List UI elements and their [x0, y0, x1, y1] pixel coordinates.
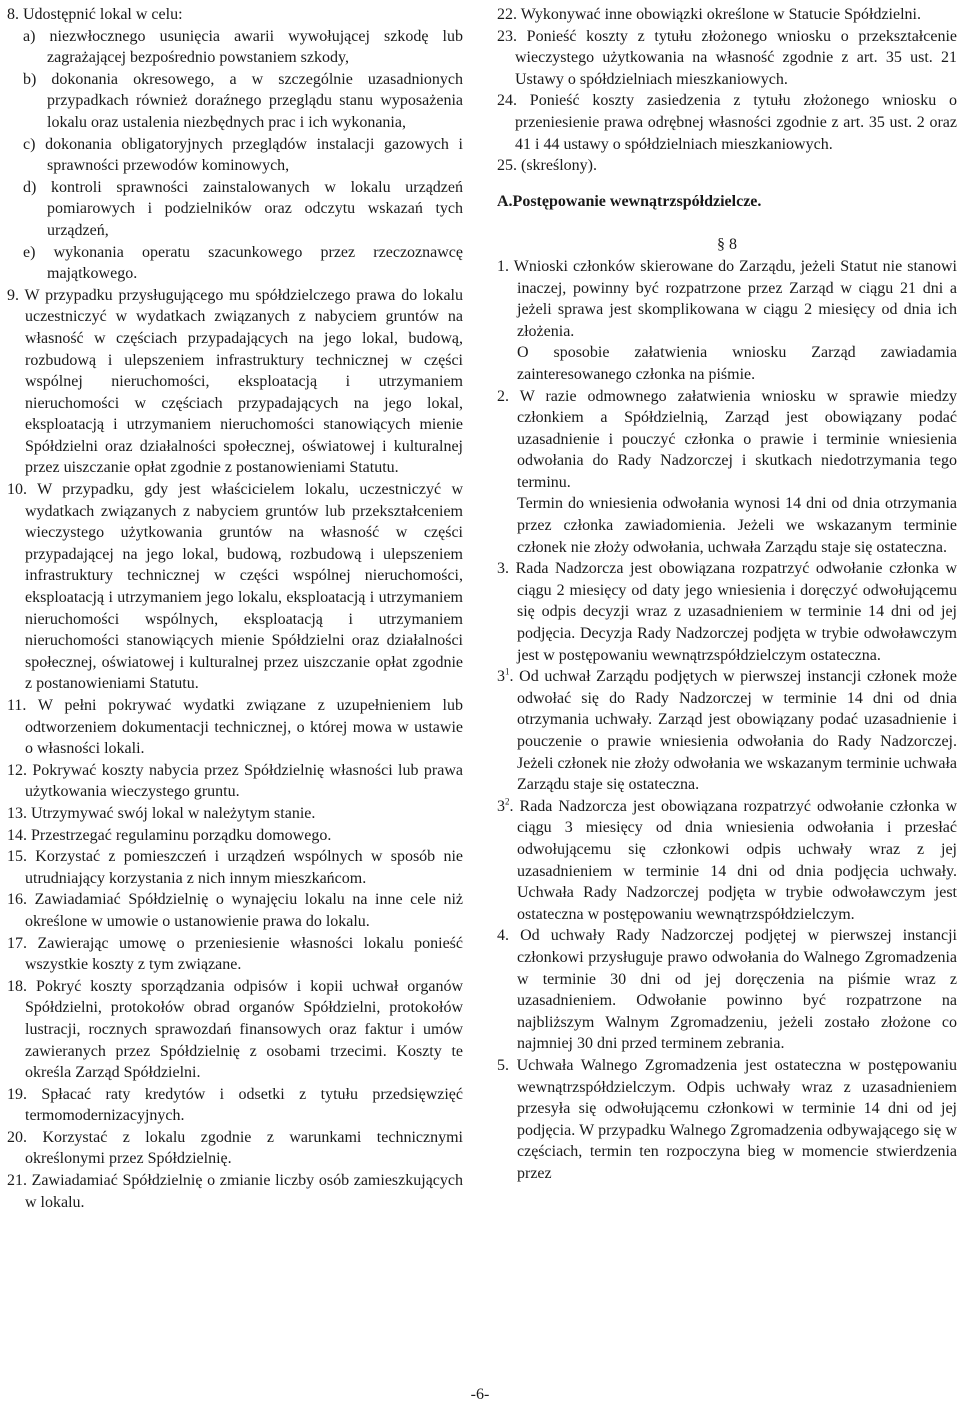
paragraph: a) niezwłocznego usunięcia awarii wywołującej szkodę lub zagrażającej bezpośrednio powstaniem szkody, — [23, 27, 463, 67]
right-column — [497, 4, 957, 1184]
paragraph: 24. Ponieść koszty zasiedzenia z tytułu złożonego wniosku o przeniesienie prawa odrębnej własności zgodnie z art. 35 ust. 2 oraz 41 i 44 ustawy o spółdzielniach mieszkaniowych. — [497, 92, 957, 153]
item-number: 3 — [497, 797, 505, 815]
paragraph: 17. Zawierając umowę o przeniesienie własności lokalu ponieść wszystkie koszty z tym związane. — [7, 934, 463, 974]
paragraph: 1. Wnioski członków skierowane do Zarządu, jeżeli Statut nie stanowi inaczej, powinny być rozpatrzone przez Zarząd w ciągu 21 dni a jeżeli sprawa jest skomplikowana w ciągu 2 miesięcy od dnia ich złożenia. — [497, 257, 957, 340]
paragraph: 15. Korzystać z pomieszczeń i urządzeń wspólnych w sposób nie utrudniający korzystania z nich innym mieszkańcom. — [7, 848, 463, 887]
item-text: . Rada Nadzorcza jest obowiązana rozpatrzyć odwołanie członka w ciągu 3 miesięcy od dnia wniesienia odwołania i przesłać odwołującemu się członkowi odpis uchwały wraz z jej uzasadnieniem w terminie 14 dni od dnia podjęcia uchwały. Uchwała Rady Nadzorczej podjęta w trybie odwoławczym jest ostateczna w postępowaniu wewnątrzspółdzielczym. — [509, 797, 957, 923]
right-column-obligations — [497, 4, 957, 177]
right-column-procedure — [497, 256, 957, 1185]
superscript: 2 — [505, 796, 510, 807]
paragraph: 10. W przypadku, gdy jest właścicielem lokalu, uczestniczyć w wydatkach związanych z nabyciem gruntów lub przekształceniem wieczystego użytkowania gruntów na własność w części przypadającej na jego lokal, budową, rozbudową i ulepszeniem infrastruktury technicznej w części wspólnej nieruchomości, eksploatacją i utrzymaniem jego lokalu, eksploatacją i utrzymaniem nieruchomości wspólnych, eksploatacją i utrzymaniem nieruchomości stanowiących mienie Spółdzielni oraz działalności społecznej, oświatowej i kulturalnej przez uiszczanie opłat zgodnie z postanowieniami Statutu. — [7, 481, 463, 693]
page-number: -6- — [470, 1386, 490, 1403]
paragraph — [497, 796, 957, 926]
paragraph: 20. Korzystać z lokalu zgodnie z warunkami technicznymi określonymi przez Spółdzielnię. — [7, 1128, 463, 1168]
paragraph: c) dokonania obligatoryjnych przeglądów instalacji gazowych i sprawności przewodów kominowych, — [23, 135, 463, 175]
item-text: . Od uchwał Zarządu podjętych w pierwszej instancji członek może odwołać się do Rady Nadzorczej w terminie 14 dni od dnia otrzymania uchwały. Zarząd jest obowiązany podać uzasadnienie i pouczenie o prawie wniesienia odwołania do Rady Nadzorczej. Jeżeli członek nie złoży odwołania we wskazanym terminie uchwała Zarządu staje się ostateczna. — [509, 668, 957, 794]
paragraph: 13. Utrzymywać swój lokal w należytym stanie. — [7, 804, 316, 822]
paragraph — [497, 666, 957, 796]
paragraph: 8. Udostępnić lokal w celu: — [7, 6, 183, 23]
paragraph-number: § 8 — [717, 236, 737, 254]
paragraph: 12. Pokrywać koszty nabycia przez Spółdzielnię własności lub prawa użytkowania wieczystego gruntu. — [7, 761, 463, 801]
paragraph: 14. Przestrzegać regulaminu porządku domowego. — [7, 826, 332, 844]
paragraph: 21. Zawiadamiać Spółdzielnię o zmianie liczby osób zamieszkujących w lokalu. — [7, 1172, 463, 1211]
paragraph: 25. (skreślony). — [497, 157, 597, 175]
paragraph: 18. Pokryć koszty sporządzania odpisów i kopii uchwał organów Spółdzielni, protokołów obrad organów Spółdzielni, protokołów lustracji, rocznych sprawozdań finansowych oraz faktur i umów zawieranych przez Spółdzielnię z osobami trzecimi. Koszty te określa Zarząd Spółdzielni. — [7, 977, 463, 1082]
left-column — [7, 4, 463, 1213]
paragraph: 5. Uchwała Walnego Zgromadzenia jest ostateczna w postępowaniu wewnątrzspółdzielczym. Odpis uchwały wraz z uzasadnieniem przesyła się odwołującemu członkowi w terminie 14 dni od jej podjęcia. W przypadku Walnego Zgromadzenia odbywającego się w częściach, termin ten rozpoczyna bieg w momencie stwierdzenia przez — [497, 1056, 957, 1182]
paragraph: 16. Zawiadamiać Spółdzielnię o wynajęciu lokalu na inne cele niż określone w umowie o ustanowienie prawa do lokalu. — [7, 891, 463, 930]
paragraph: O sposobie załatwienia wniosku Zarząd zawiadamia zainteresowanego członka na piśmie. — [517, 344, 957, 383]
paragraph: 22. Wykonywać inne obowiązki określone w Statucie Spółdzielni. — [497, 6, 921, 23]
paragraph: 19. Spłacać raty kredytów i odsetki z tytułu przedsięwzięć termomodernizacyjnych. — [7, 1085, 463, 1125]
paragraph: 3. Rada Nadzorcza jest obowiązana rozpatrzyć odwołanie członka w ciągu 2 miesięcy od daty jego wniesienia i doręczyć odwołującemu się odpis decyzji wraz z uzasadnieniem w terminie 14 dni od jej podjęcia. Decyzja Rady Nadzorczej podjęta w trybie odwoławczym jest w postępowaniu wewnątrzspółdzielczym ostateczna. — [497, 560, 957, 664]
paragraph: Termin do wniesienia odwołania wynosi 14 dni od dnia otrzymania przez członka zawiadomienia. Jeżeli we wskazanym terminie członek nie złoży odwołania, uchwała Zarządu staje się ostateczna. — [517, 495, 957, 556]
paragraph: 23. Ponieść koszty z tytułu złożonego wniosku o przekształcenie wieczystego użytkowania na własność zgodnie z art. 35 ust. 21 Ustawy o spółdzielniach mieszkaniowych. — [497, 27, 957, 88]
paragraph: 4. Od uchwały Rady Nadzorczej podjętej w pierwszej instancji członkowi przysługuje prawo odwołania do Walnego Zgromadzenia w terminie 30 dni od jej doręczenia na piśmie wraz z uzasadnieniem. Odwołanie powinno być rozpatrzone na najbliższym Walnym Zgromadzeniu, jeżeli zostało złożone co najmniej 30 dni przed terminem zebrania. — [497, 927, 957, 1053]
paragraph: 11. W pełni pokrywać wydatki związane z uzupełnieniem lub odtworzeniem dokumentacji technicznej, o której mowa w ustawie o własności lokali. — [7, 697, 463, 758]
paragraph: 9. W przypadku przysługującego mu spółdzielczego prawa do lokalu uczestniczyć w wydatkach związanych z nabyciem gruntów na własność w częściach przypadających na jego lokal, budową, rozbudową i ulepszeniem infrastruktury technicznej w części wspólnej nieruchomości, eksploatacją i utrzymaniem nieruchomości w częściach przypadających na jego lokal, eksploatacją i utrzymaniem nieruchomości stanowiących mienie Spółdzielni oraz działalności społecznej, oświatowej i kulturalnej przez uiszczanie opłat zgodnie z postanowieniami Statutu. — [7, 286, 463, 477]
section-heading: A.Postępowanie wewnątrzspółdzielcze. — [497, 192, 762, 210]
paragraph: d) kontroli sprawności zainstalowanych w lokalu urządzeń pomiarowych i podzielników oraz odczytu wskazań tych urządzeń, — [23, 178, 463, 239]
superscript: 1 — [505, 666, 510, 677]
item-number: 3 — [497, 668, 505, 686]
paragraph: 2. W razie odmownego załatwienia wniosku w sprawie miedzy członkiem a Spółdzielnią, Zarząd jest obowiązany podać uzasadnienie i pouczyć członka o prawie i terminie wniesienia odwołania do Rady Nadzorczej i skutkach niedotrzymania tego terminu. — [497, 387, 957, 491]
paragraph: b) dokonania okresowego, a w szczególnie uzasadnionych przypadkach również doraźnego przeglądu stanu wyposażenia lokalu oraz ustalenia niezbędnych prac i ich wykonania, — [23, 70, 463, 131]
paragraph: e) wykonania operatu szacunkowego przez rzeczoznawcę majątkowego. — [23, 243, 463, 283]
